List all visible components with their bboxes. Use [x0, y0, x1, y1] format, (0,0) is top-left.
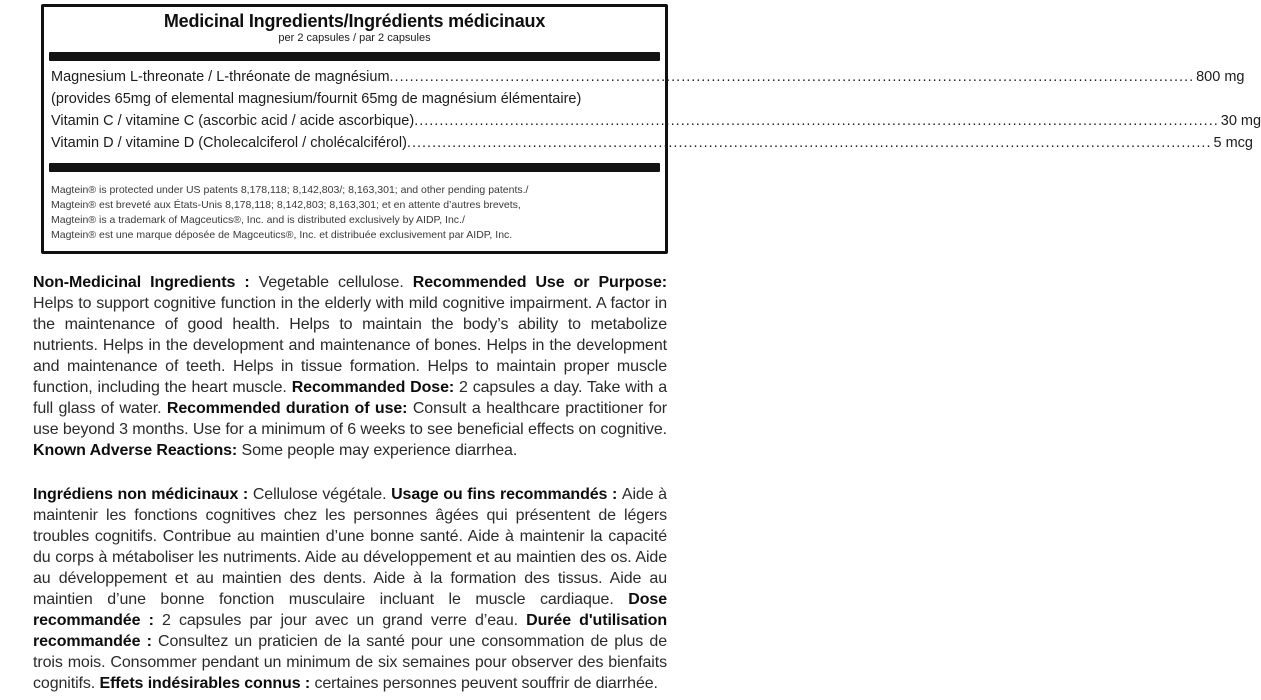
english-paragraph — [33, 272, 667, 461]
section-heading-inline: Ingrédiens non médicinaux : — [33, 486, 253, 503]
section-text: Vegetable cellulose. — [258, 274, 413, 291]
section-heading-inline: Usage ou fins recommandés : — [391, 486, 622, 503]
section-text: Consultez un praticien de la santé pour une consommation de plus de trois mois. Consommer pendant un minimum de six semaines pour observer des bienfaits cognitifs. — [33, 633, 667, 692]
ingredient-amount: 800 mg — [1196, 69, 1245, 85]
section-heading-inline: Recommended Use or Purpose: — [412, 274, 667, 291]
section-heading-inline: Recommended duration of use: — [166, 400, 408, 417]
section-heading-inline: Non-Medicinal Ingredients : — [33, 274, 259, 291]
ingredient-amount: 5 mcg — [1213, 135, 1253, 151]
dot-leader: ................................................................................................................................................................ — [389, 69, 1195, 85]
divider-bar-top — [49, 52, 660, 61]
label-body-text — [33, 272, 667, 694]
section-text: Cellulose végétale. — [252, 486, 392, 503]
patent-line: Magtein® est breveté aux États-Unis 8,178,118; 8,142,803; 8,163,301; et en attente d’autres brevets, — [51, 199, 521, 211]
panel-subtitle: per 2 capsules / par 2 capsules — [278, 32, 431, 44]
section-text: 2 capsules par jour avec un grand verre d’eau. — [161, 612, 527, 629]
ingredient-name: Magnesium L-threonate / L-thréonate de magnésium — [51, 69, 390, 85]
divider-bar-bottom — [49, 163, 660, 172]
patent-line: Magtein® is a trademark of Magceutics®, Inc. and is distributed exclusively by AIDP, Inc./ — [51, 214, 465, 226]
section-text: 2 capsules a day. Take with a full glass of water. — [33, 379, 667, 417]
section-heading-inline: Durée d'utilisation recommandée : — [33, 612, 667, 650]
section-text: Some people may experience diarrhea. — [237, 442, 518, 459]
section-heading-inline: Effets indésirables connus : — [99, 675, 315, 692]
dot-leader: ................................................................................................................................................................ — [414, 113, 1219, 129]
ingredient-amount: 30 mg — [1220, 113, 1261, 129]
dot-leader: ................................................................................................................................................................ — [406, 135, 1212, 151]
ingredient-note: (provides 65mg of elemental magnesium/fournit 65mg de magnésium élémentaire) — [51, 91, 582, 107]
ingredient-row — [51, 66, 1245, 88]
section-text: Consult a healthcare practitioner for use beyond 3 months. Use for a minimum of 6 weeks to see beneficial effects on cognitive. — [33, 400, 667, 438]
section-text: certaines personnes peuvent souffrir de diarrhée. — [314, 675, 658, 692]
patent-line: Magtein® is protected under US patents 8,178,118; 8,142,803/; 8,163,301; and other pending patents./ — [51, 184, 529, 196]
ingredient-name: Vitamin D / vitamine D (Cholecalciferol / cholécalciférol) — [51, 135, 407, 151]
ingredients-list — [49, 66, 1261, 154]
medicinal-ingredients-panel — [41, 4, 1261, 254]
ingredient-row — [51, 110, 1261, 132]
section-text: Aide à maintenir les fonctions cognitives chez les personnes âgées qui présentent de légers troubles cognitifs. Contribue au maintien d’une bonne santé. Aide à maintenir la capacité du corps à métaboliser les nutriments. Aide au développement et au maintien des os. Aide au développement et au maintien des dents. Aide à la formation des tissus. Aide au maintien d’une bonne fonction musculaire incluant le muscle cardiaque. — [33, 486, 667, 608]
section-heading-inline: Known Adverse Reactions: — [33, 442, 238, 459]
french-paragraph — [33, 484, 667, 694]
section-heading-inline: Dose recommandée : — [33, 591, 667, 629]
panel-title: Medicinal Ingredients/Ingrédients médicinaux — [163, 11, 546, 31]
ingredient-name: Vitamin C / vitamine C (ascorbic acid / acide ascorbique) — [51, 113, 415, 129]
section-heading-inline: Recommanded Dose: — [291, 379, 455, 396]
ingredient-row — [51, 132, 1253, 154]
section-text: Helps to support cognitive function in the elderly with mild cognitive impairment. A factor in the maintenance of good health. Helps to maintain the body’s ability to metabolize nutrients. Helps in the development and maintenance of bones. Helps in the development and maintenance of teeth. Helps in tissue formation. Helps to maintain proper muscle function, including the heart muscle. — [33, 295, 667, 396]
patent-line: Magtein® est une marque déposée de Magceutics®, Inc. et distribuée exclusivement par AIDP, Inc. — [51, 229, 513, 241]
patent-notes — [49, 183, 660, 243]
